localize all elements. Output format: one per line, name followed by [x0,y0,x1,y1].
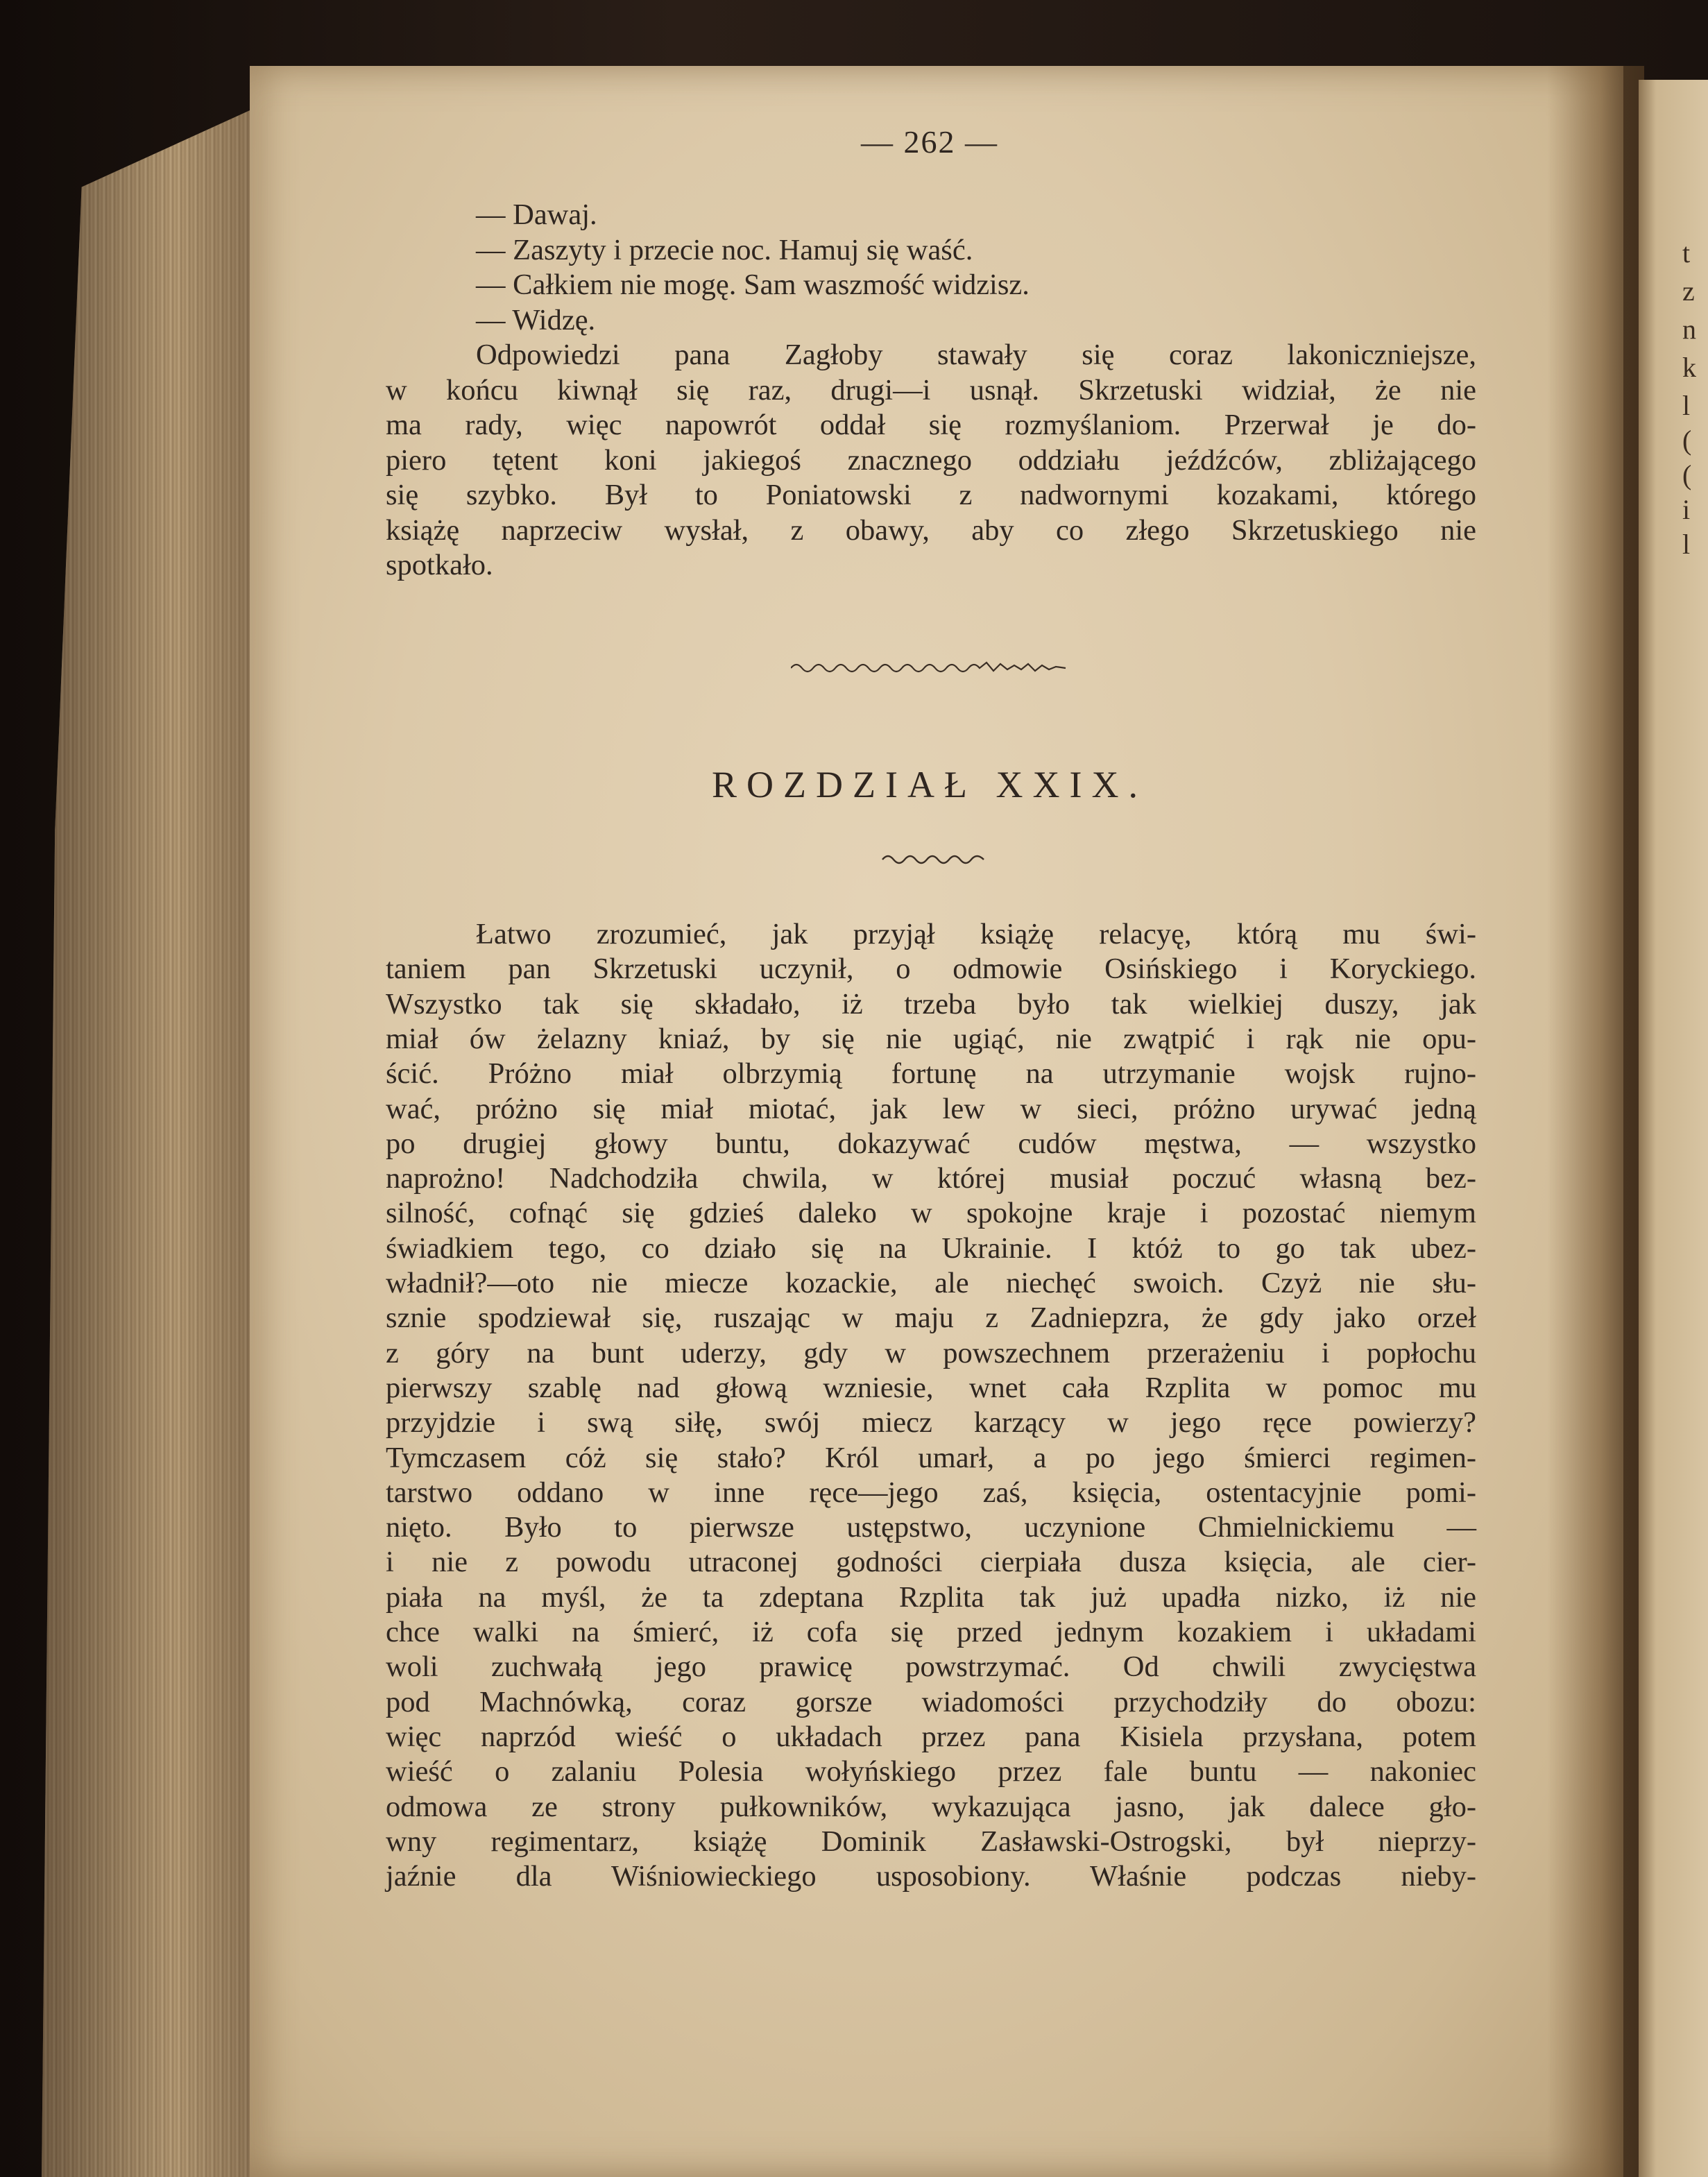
facing-page-fragment: n [1682,314,1696,345]
paragraph-line: piała na myśl, że ta zdeptana Rzplita tak już upadła nizko, iż nie [386,1580,1476,1614]
facing-page-fragment: i [1682,494,1691,525]
facing-page-fragment: t [1682,237,1691,268]
paragraph-line: sznie spodziewał się, ruszając w maju z Zadniepzra, że gdy jako orzeł [386,1301,1476,1335]
paragraph-line: i nie z powodu utraconej godności cierpiała dusza księcia, ale cier- [386,1546,1476,1579]
facing-page-fragment: l [1682,529,1691,560]
paragraph-line: książę naprzeciw wysłał, z obawy, aby co złego Skrzetuskiego nie [386,513,1476,547]
dialogue-line: — Zaszyty i przecie noc. Hamuj się waść. [476,233,973,266]
paragraph-line: wny regimentarz, książę Dominik Zasławski-Ostrogski, był nieprzy- [386,1825,1476,1858]
chapter-heading: ROZDZIAŁ XXIX. [712,764,1147,805]
paragraph-line: przyjdzie i swą siłę, swój miecz karzący w jego ręce powierzy? [386,1406,1476,1440]
dialogue-line: — Całkiem nie mogę. Sam waszmość widzisz. [476,268,1030,301]
facing-page-fragment: ( [1682,425,1692,456]
paragraph-line: miał ów żelazny kniaź, by się nie ugiąć, nie zwątpić i rąk nie opu- [386,1022,1476,1055]
facing-page-fragment: z [1682,275,1695,307]
dialogue-line: — Dawaj. [476,198,597,231]
paragraph-line: Odpowiedzi pana Zagłoby stawały się coraz lakoniczniejsze, [476,339,1476,371]
paragraph-line: odmowa ze strony pułkowników, wykazująca jasno, jak dalece gło- [386,1790,1476,1823]
paragraph-line: Tymczasem cóż się stało? Król umarł, a po jego śmierci regimen- [386,1441,1476,1474]
paragraph-line: wać, próżno się miał miotać, jak lew w sieci, próżno urywać jedną [386,1092,1476,1125]
page-number: — 262 — [861,124,998,160]
paragraph-line: w końcu kiwnął się raz, drugi—i usnął. Skrzetuski widział, że nie [386,373,1476,407]
paragraph-line: z góry na bunt uderzy, gdy w powszechnem przerażeniu i popłochu [386,1336,1476,1369]
ornament-small [881,850,985,868]
facing-page-fragment: k [1682,352,1696,383]
paragraph-line: wieść o zalaniu Polesia wołyńskiego przez fale buntu — nakoniec [386,1755,1476,1788]
paragraph-line: silność, cofnąć się gdzieś daleko w spokojne kraje i pozostać niemym [386,1197,1476,1230]
paragraph-line: nięto. Było to pierwsze ustępstwo, uczynione Chmielnickiemu — [386,1511,1476,1544]
paragraph-line: się szybko. Był to Poniatowski z nadwornymi kozakami, którego [386,479,1476,511]
paragraph-line: woli zuchwałą jego prawicę powstrzymać. Od chwili zwycięstwa [386,1650,1476,1684]
paragraph-line: taniem pan Skrzetuski uczynił, o odmowie Osińskiego i Koryckiego. [386,953,1476,986]
paragraph-line: naprożno! Nadchodziła chwila, w której musiał poczuć własną bez- [386,1162,1476,1195]
paragraph-line: chce walki na śmierć, iż cofa się przed jednym kozakiem i układami [386,1616,1476,1648]
paragraph-line: ścić. Próżno miał olbrzymią fortunę na utrzymanie wojsk rujno- [386,1057,1476,1091]
paragraph-line: władnił?—oto nie miecze kozackie, ale niechęć swoich. Czyż nie słu- [386,1267,1476,1299]
ornament-divider [791,656,1068,676]
paragraph-line: więc naprzód wieść o układach przez pana Kisiela przysłana, potem [386,1720,1476,1753]
paragraph-line: jaźnie dla Wiśniowieckiego usposobiony. Właśnie podczas nieby- [386,1860,1476,1893]
paragraph-line: piero tętent koni jakiegoś znacznego oddziału jeźdźców, zbliżającego [386,443,1476,477]
paragraph-line: po drugiej głowy buntu, dokazywać cudów męstwa, — wszystko [386,1127,1476,1160]
facing-page [1639,80,1708,2177]
paragraph-line: pod Machnówką, coraz gorsze wiadomości przychodziły do obozu: [386,1685,1476,1718]
paragraph-line: Wszystko tak się składało, iż trzeba było tak wielkiej duszy, jak [386,987,1476,1021]
paragraph-line: pierwszy szablę nad głową wzniesie, wnet cała Rzplita w pomoc mu [386,1371,1476,1404]
book-gutter [1547,66,1644,2177]
facing-page-fragment: ( [1682,459,1692,490]
paragraph-line: Łatwo zrozumieć, jak przyjął książę relacyę, którą mu świ- [476,918,1476,950]
paragraph-line: świadkiem tego, co działo się na Ukrainie. I któż to go tak ubez- [386,1231,1476,1265]
facing-page-fragment: l [1682,390,1691,421]
paragraph-line: tarstwo oddano w inne ręce—jego zaś, księcia, ostentacyjnie pomi- [386,1476,1476,1509]
page-edges-shadow [42,104,264,2177]
paragraph-line: spotkało. [386,549,493,581]
dialogue-line: — Widzę. [476,303,596,336]
paragraph-line: ma rady, więc napowrót oddał się rozmyślaniom. Przerwał je do- [386,409,1476,441]
